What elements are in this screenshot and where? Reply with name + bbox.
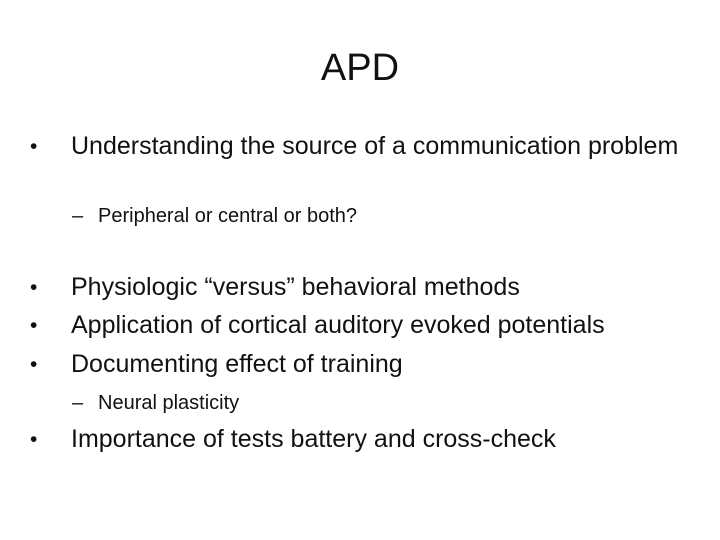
slide-title: APD	[320, 47, 400, 89]
bullet-tests-battery	[30, 424, 690, 455]
bullet-text: Documenting effect of training	[71, 350, 403, 378]
bullet-physiologic-behavioral	[30, 272, 690, 303]
bullet-marker: •	[30, 353, 38, 376]
sub-bullet-marker: –	[72, 392, 84, 414]
bullet-marker: •	[30, 314, 38, 337]
sub-bullet-text: Neural plasticity	[98, 392, 240, 414]
sub-bullet-text: Peripheral or central or both?	[98, 205, 358, 227]
bullet-text: Importance of tests battery and cross-check	[71, 425, 556, 453]
bullet-cortical-evoked-potentials	[30, 310, 690, 341]
bullet-marker: •	[30, 428, 38, 451]
bullet-marker: •	[30, 276, 38, 299]
sub-bullet-neural-plasticity	[72, 390, 672, 416]
bullet-marker: •	[30, 135, 38, 158]
bullet-text: Physiologic “versus” behavioral methods	[71, 273, 520, 301]
sub-bullet-peripheral-central	[72, 203, 672, 229]
bullet-text: Application of cortical auditory evoked potentials	[71, 311, 605, 339]
bullet-documenting-training	[30, 349, 690, 380]
bullet-understanding-source	[30, 131, 690, 162]
bullet-text: Understanding the source of a communication problem	[71, 132, 679, 160]
sub-bullet-marker: –	[72, 205, 84, 227]
